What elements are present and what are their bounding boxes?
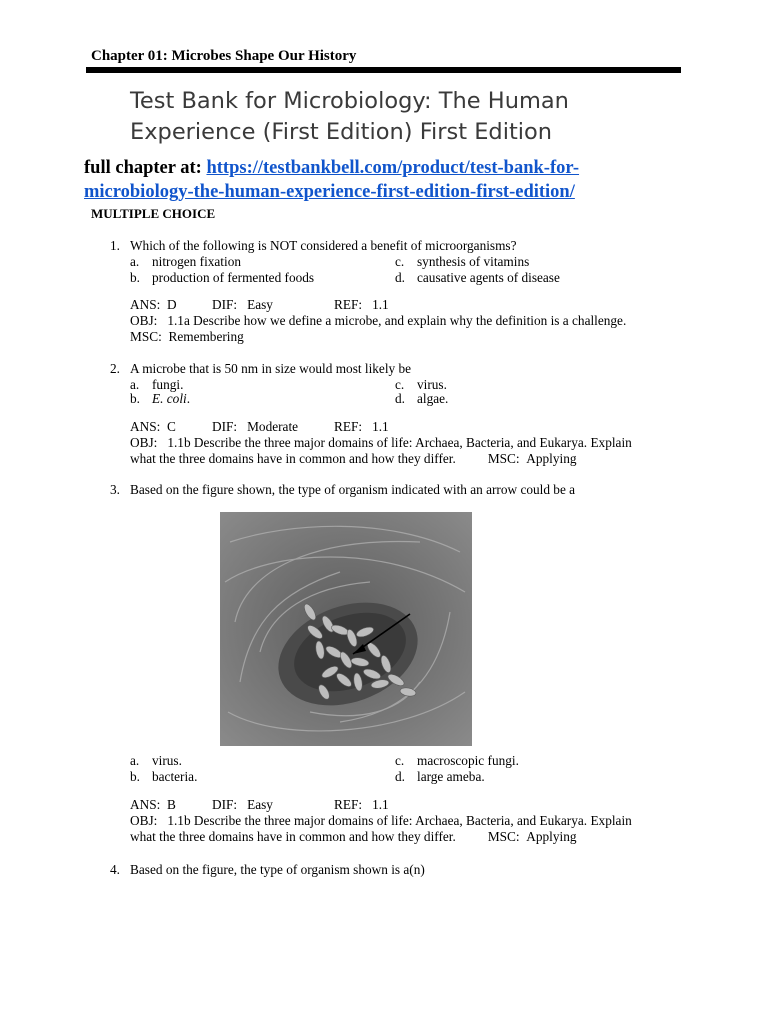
question-1-msc: MSC: Remembering xyxy=(130,329,244,344)
question-2-option-a: a. fungi. xyxy=(130,377,184,392)
question-4-text: Based on the figure, the type of organism shown is a(n) xyxy=(130,862,425,877)
question-2-number: 2. xyxy=(110,361,120,376)
question-2-objective-cont: what the three domains have in common and how they differ. MSC: Applying xyxy=(130,451,577,466)
question-3-objective: OBJ: 1.1b Describe the three major domains of life: Archaea, Bacteria, and Eukarya. Explain xyxy=(130,813,632,828)
header-rule xyxy=(86,67,681,73)
micrograph-figure xyxy=(220,512,472,746)
question-1-number: 1. xyxy=(110,238,120,253)
question-1-answer-line: ANS: D DIF: Easy REF: 1.1 xyxy=(130,297,389,312)
question-2-option-b: b. E. coli. xyxy=(130,391,191,406)
question-2-objective: OBJ: 1.1b Describe the three major domains of life: Archaea, Bacteria, and Eukarya. Explain xyxy=(130,435,632,450)
question-1-option-c: c. synthesis of vitamins xyxy=(395,254,530,269)
full-chapter-prefix: full chapter at: xyxy=(84,158,207,178)
question-1-text: Which of the following is NOT considered a benefit of microorganisms? xyxy=(130,238,517,253)
book-title-line-2: Experience (First Edition) First Edition xyxy=(130,119,553,145)
question-3-text: Based on the figure shown, the type of organism indicated with an arrow could be a xyxy=(130,482,576,497)
book-title xyxy=(130,86,690,148)
question-3-option-b: b. bacteria. xyxy=(130,769,198,784)
question-1-objective: OBJ: 1.1a Describe how we define a microbe, and explain why the definition is a challenge. xyxy=(130,313,627,328)
question-3-answer-line: ANS: B DIF: Easy REF: 1.1 xyxy=(130,797,389,812)
link-line-2: microbiology-the-human-experience-first-edition-first-edition/ xyxy=(84,182,575,202)
question-2-text: A microbe that is 50 nm in size would most likely be xyxy=(130,361,412,376)
question-1-option-d: d. causative agents of disease xyxy=(395,270,560,285)
question-2-answer-line: ANS: C DIF: Moderate REF: 1.1 xyxy=(130,419,389,434)
book-title-line-1: Test Bank for Microbiology: The Human xyxy=(130,88,569,114)
question-1-option-a: a. nitrogen fixation xyxy=(130,254,241,269)
question-1-option-b: b. production of fermented foods xyxy=(130,270,315,285)
question-3-option-a: a. virus. xyxy=(130,753,182,768)
micrograph-image xyxy=(220,512,472,746)
full-chapter-link-block xyxy=(84,156,704,204)
link-line-1: https://testbankbell.com/product/test-bank-for- xyxy=(206,158,580,178)
question-3-option-d: d. large ameba. xyxy=(395,769,485,784)
question-4-number: 4. xyxy=(110,862,120,877)
question-2-option-c: c. virus. xyxy=(395,377,447,392)
chapter-header: Chapter 01: Microbes Shape Our History xyxy=(91,48,357,64)
question-3-option-c: c. macroscopic fungi. xyxy=(395,753,519,768)
question-3-objective-cont: what the three domains have in common and how they differ. MSC: Applying xyxy=(130,829,577,844)
section-heading: MULTIPLE CHOICE xyxy=(91,206,216,221)
question-3-number: 3. xyxy=(110,482,120,497)
question-2-option-d: d. algae. xyxy=(395,391,449,406)
